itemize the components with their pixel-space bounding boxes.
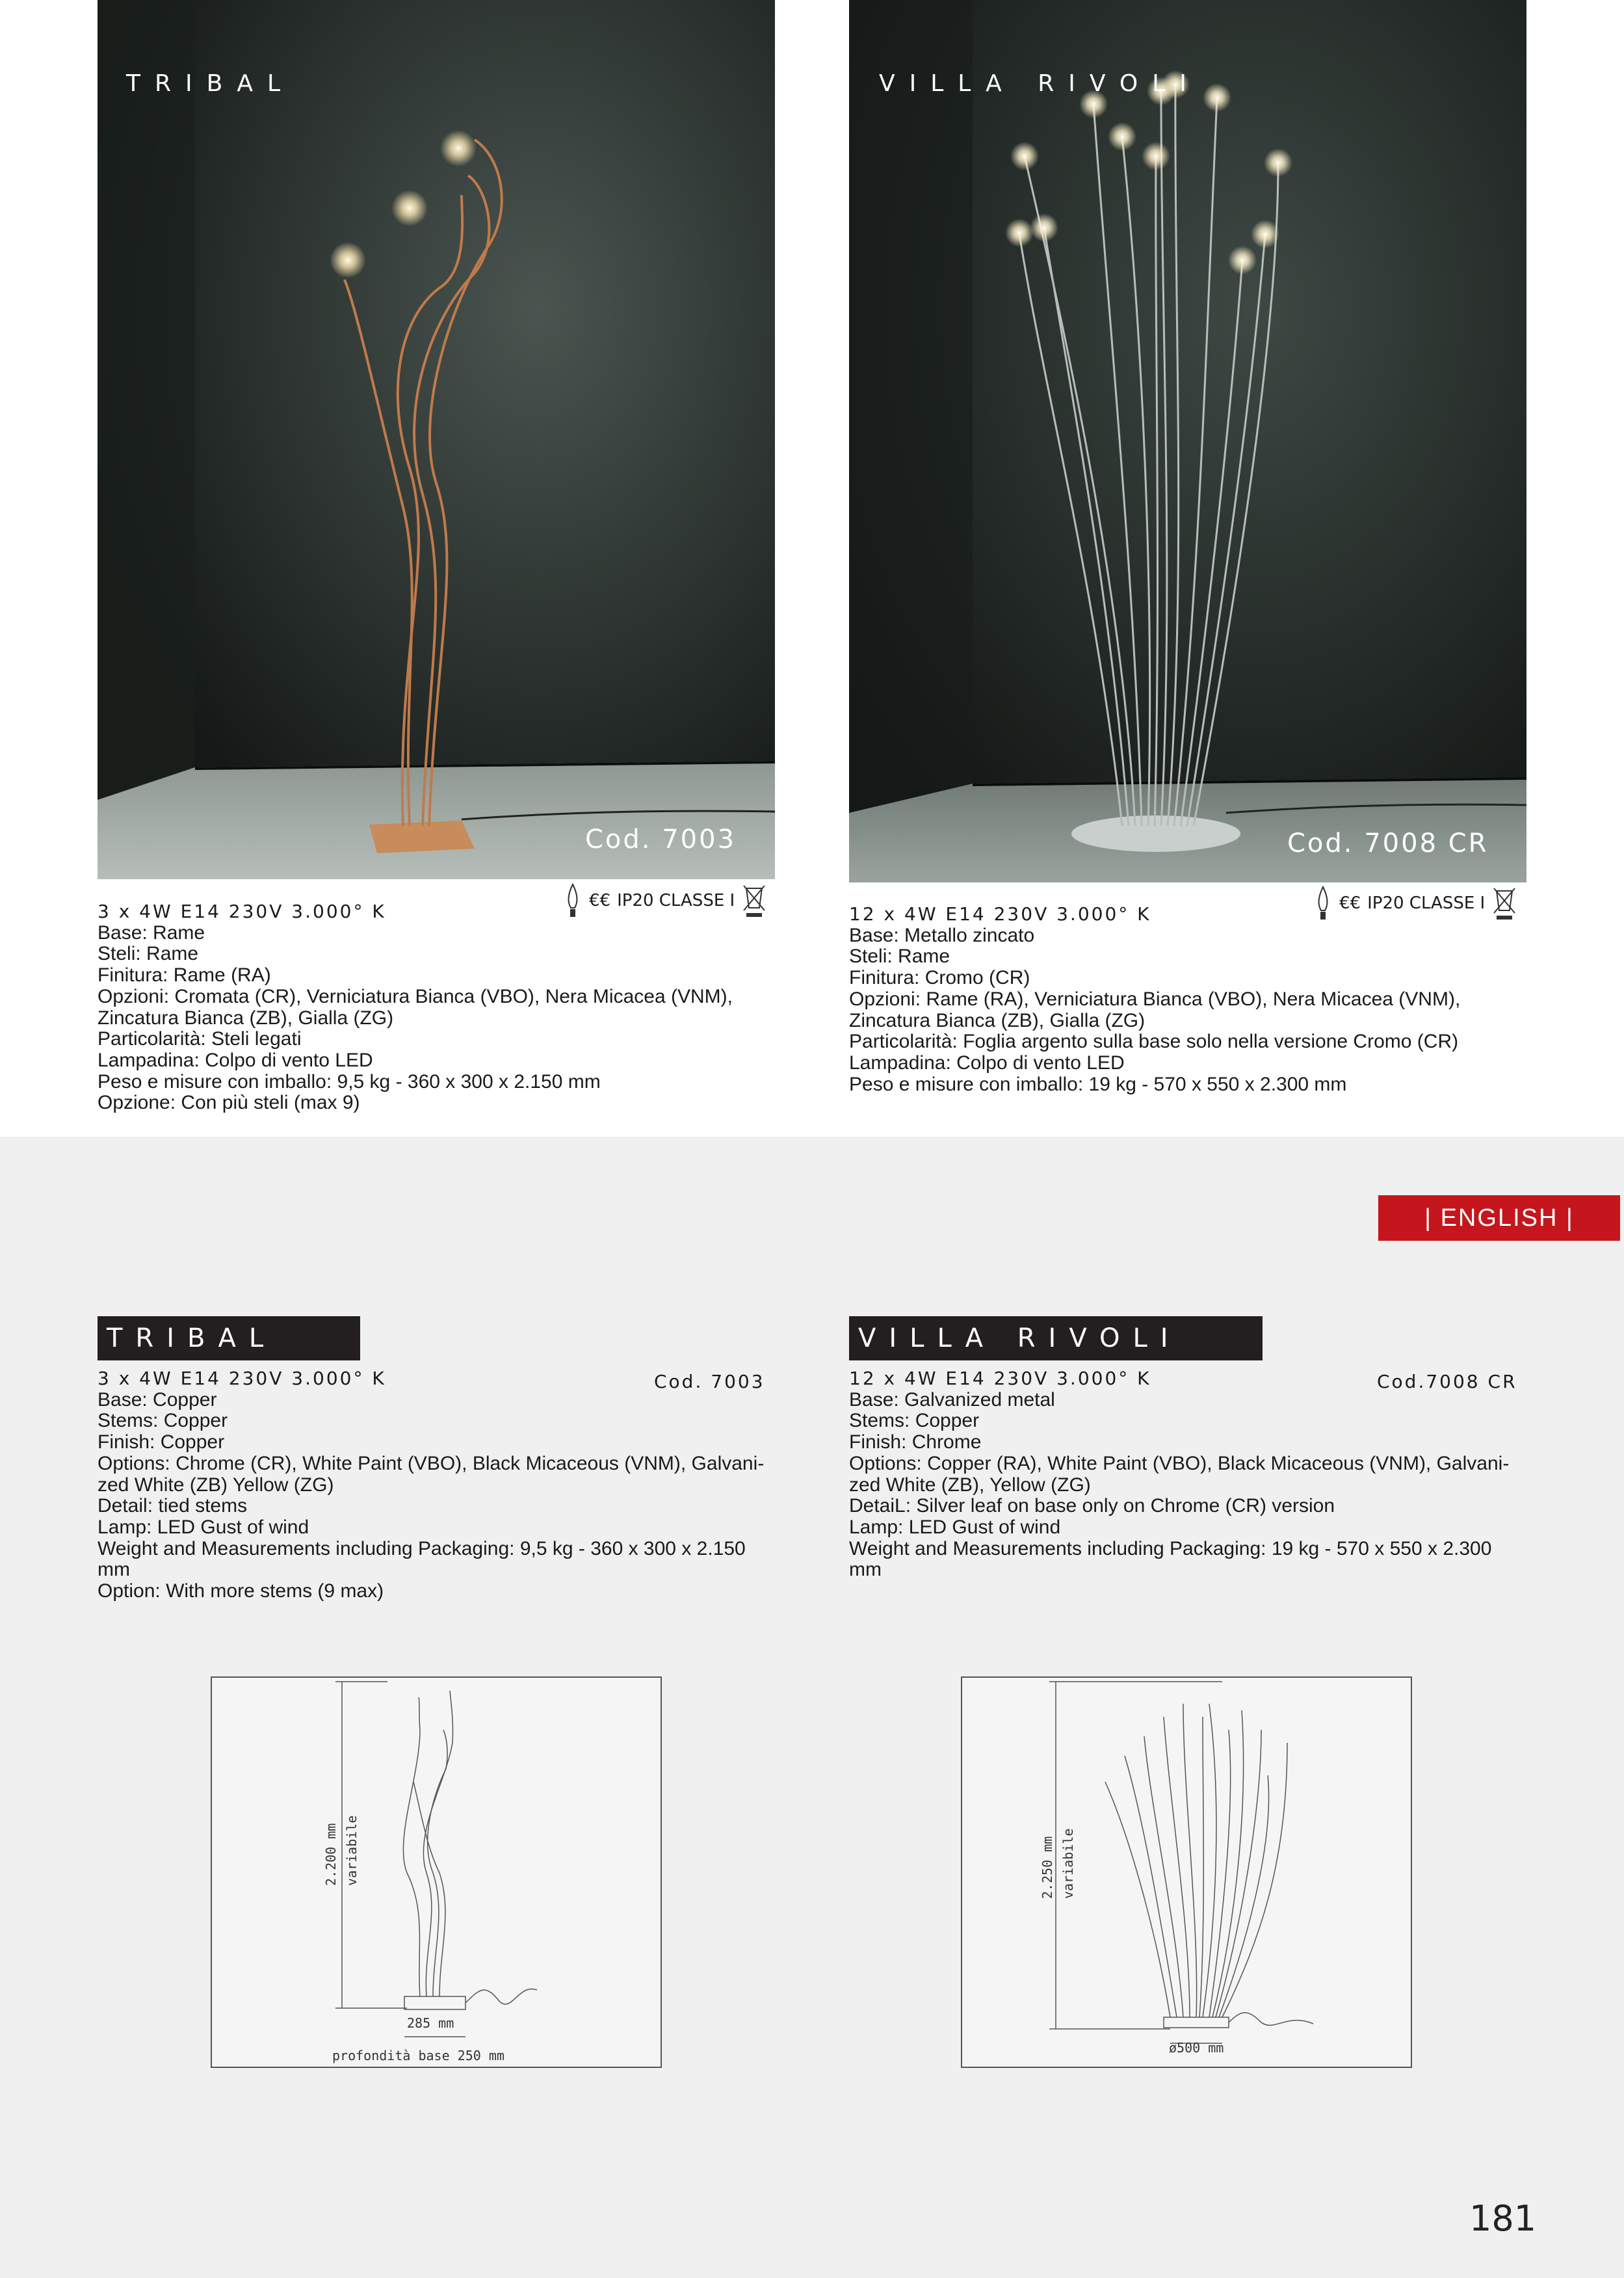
spec-line: Options: Copper (RA), White Paint (VBO), Black Micaceous (VNM), Galvani-: [849, 1452, 1510, 1474]
spec-line: Opzioni: Rame (RA), Verniciatura Bianca (VBO), Nera Micacea (VNM),: [849, 988, 1461, 1010]
spec-line: Base: Copper: [98, 1388, 217, 1411]
spec-line: Lampadina: Colpo di vento LED: [849, 1052, 1125, 1074]
spec-line: Opzioni: Cromata (CR), Verniciatura Bianca (VBO), Nera Micacea (VNM),: [98, 985, 733, 1007]
bulb-icon: [1313, 884, 1333, 922]
villa-rivoli-lamp-illustration: [849, 0, 1526, 882]
spec-line: Steli: Rame: [849, 946, 950, 968]
photo-title: VILLA RIVOLI: [879, 70, 1201, 97]
spec-line: Particolarità: Foglia argento sulla base solo nella versione Cromo (CR): [849, 1031, 1459, 1053]
technical-drawing-villa-rivoli: [961, 1676, 1412, 2068]
certification-marks: [1313, 884, 1517, 922]
product-code: Cod.7008 CR: [1377, 1371, 1517, 1392]
height-label: 2.200 mm: [323, 1823, 339, 1886]
spec-line: Lamp: LED Gust of wind: [98, 1516, 309, 1538]
product-photo-villa-rivoli: [849, 0, 1526, 882]
bulb-icon: [563, 882, 583, 920]
certification-text: IP20 CLASSE I: [617, 891, 735, 910]
diameter-label: ø500 mm: [1169, 2040, 1224, 2056]
lamp-spec: 12 x 4W E14 230V 3.000° K: [849, 1368, 1151, 1389]
lamp-spec: 3 x 4W E14 230V 3.000° K: [98, 1368, 386, 1389]
spec-block-tribal-en: [98, 1368, 774, 1602]
photo-title: TRIBAL: [126, 70, 295, 97]
product-code: Cod. 7003: [654, 1371, 765, 1392]
certification-text: IP20 CLASSE I: [1367, 894, 1486, 913]
spec-line: zed White (ZB), Yellow (ZG): [849, 1474, 1091, 1496]
product-photo-tribal: [98, 0, 775, 879]
ce-mark-icon: €€: [1339, 894, 1361, 913]
product-title-bar-villa-rivoli: VILLA RIVOLI: [849, 1316, 1263, 1360]
spec-line: Finish: Copper: [98, 1431, 225, 1453]
product-title-bar-tribal: TRIBAL: [98, 1316, 360, 1360]
villa-rivoli-dimension-drawing: [962, 1678, 1411, 2067]
spec-block-villa-rivoli-en: [849, 1368, 1525, 1581]
spec-line: zed White (ZB) Yellow (ZG): [98, 1474, 334, 1496]
spec-line: Zincatura Bianca (ZB), Gialla (ZG): [849, 1009, 1146, 1031]
spec-line: Base: Metallo zincato: [849, 924, 1035, 946]
spec-line: Base: Rame: [98, 921, 205, 944]
spec-line: Peso e misure con imballo: 9,5 kg - 360 x 300 x 2.150 mm: [98, 1070, 601, 1093]
lamp-spec: 12 x 4W E14 230V 3.000° K: [849, 903, 1151, 925]
spec-line: Weight and Measurements including Packaging: 9,5 kg - 360 x 300 x 2.150 mm: [98, 1537, 746, 1581]
photo-code: Cod. 7008 CR: [1287, 828, 1489, 858]
spec-line: Stems: Copper: [98, 1410, 228, 1432]
variable-label: variabile: [344, 1815, 360, 1886]
spec-line: Detail: tied stems: [98, 1495, 248, 1517]
spec-line: Peso e misure con imballo: 19 kg - 570 x 550 x 2.300 mm: [849, 1073, 1347, 1095]
spec-lines: [849, 925, 1525, 1096]
height-label: 2.250 mm: [1040, 1836, 1055, 1899]
technical-drawing-tribal: [211, 1676, 662, 2068]
spec-line: Options: Chrome (CR), White Paint (VBO), Black Micaceous (VNM), Galvani-: [98, 1452, 765, 1474]
tribal-dimension-drawing: [212, 1678, 661, 2067]
depth-label: profondità base 250 mm: [332, 2048, 504, 2063]
tribal-lamp-illustration: [98, 0, 775, 879]
spec-line: DetaiL: Silver leaf on base only on Chrome (CR) version: [849, 1495, 1335, 1517]
spec-line: Stems: Copper: [849, 1410, 980, 1432]
spec-line: Finish: Chrome: [849, 1431, 982, 1453]
spec-line: Lampadina: Colpo di vento LED: [98, 1049, 373, 1071]
spec-line: Option: With more stems (9 max): [98, 1580, 384, 1602]
spec-line: Weight and Measurements including Packaging: 19 kg - 570 x 550 x 2.300 mm: [849, 1537, 1492, 1581]
spec-block-villa-rivoli-it: [849, 904, 1525, 1095]
spec-line: Particolarità: Steli legati: [98, 1028, 302, 1050]
width-label: 285 mm: [407, 2015, 454, 2031]
page-number: 181: [1469, 2198, 1537, 2239]
weee-bin-icon: [1491, 884, 1517, 922]
spec-line: Zincatura Bianca (ZB), Gialla (ZG): [98, 1007, 394, 1029]
spec-line: Finitura: Rame (RA): [98, 964, 271, 987]
weee-bin-icon: [741, 882, 767, 920]
spec-line: Finitura: Cromo (CR): [849, 967, 1030, 989]
spec-line: Lamp: LED Gust of wind: [849, 1516, 1061, 1538]
photo-code: Cod. 7003: [585, 825, 737, 854]
certification-marks: [563, 882, 767, 920]
spec-line: Base: Galvanized metal: [849, 1388, 1055, 1411]
variable-label: variabile: [1060, 1828, 1076, 1899]
language-tab-english: | ENGLISH |: [1378, 1195, 1620, 1241]
spec-line: Steli: Rame: [98, 943, 199, 965]
spec-block-tribal-it: [98, 901, 774, 1114]
spec-lines: [98, 923, 774, 1114]
ce-mark-icon: €€: [589, 891, 611, 910]
spec-line: Opzione: Con più steli (max 9): [98, 1092, 360, 1114]
lamp-spec: 3 x 4W E14 230V 3.000° K: [98, 901, 386, 922]
